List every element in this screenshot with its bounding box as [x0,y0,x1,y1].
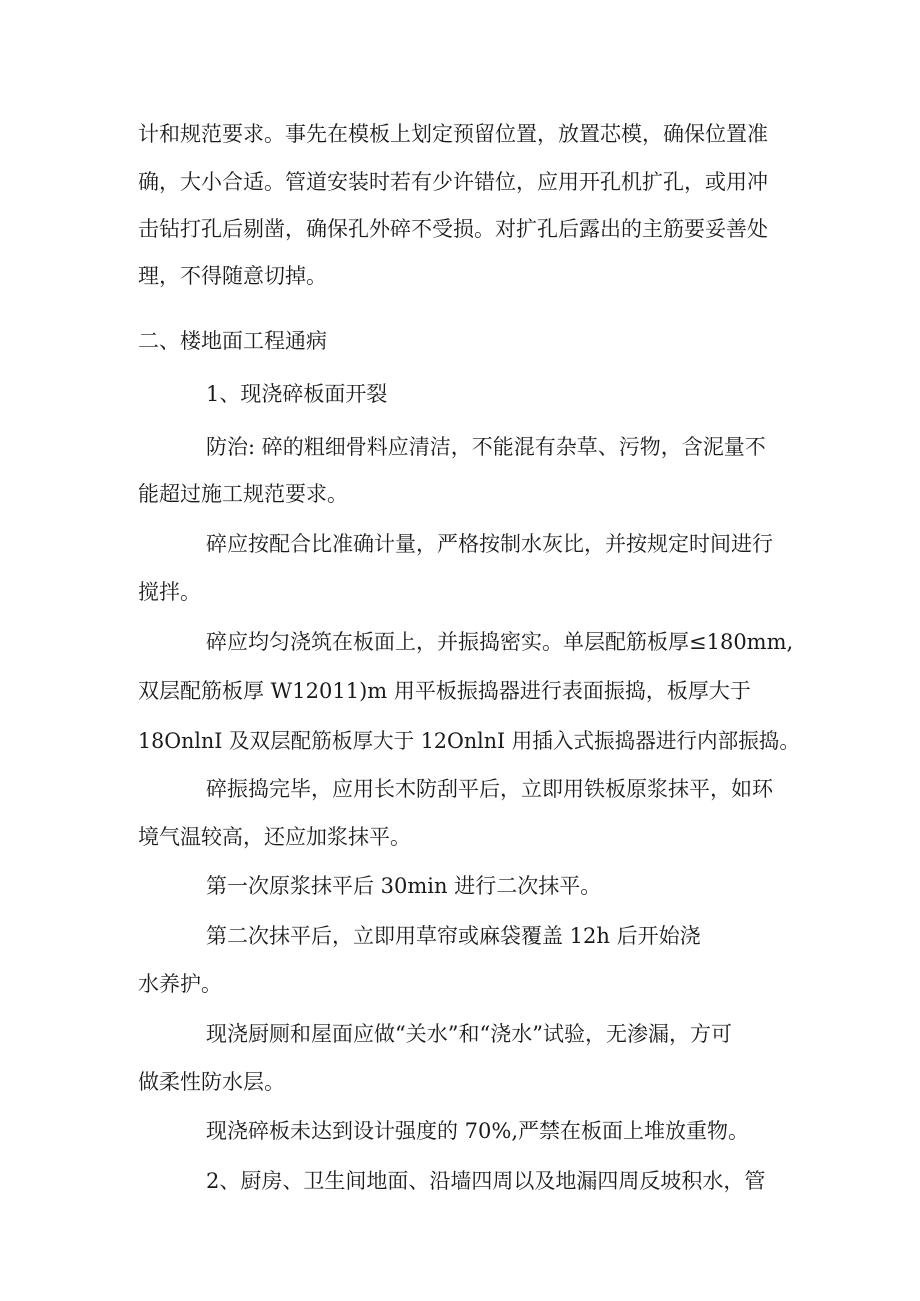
body-text-line: 现浇厨厕和屋面应做“关水”和“浇水”试验，无渗漏，方可 [206,1022,732,1046]
body-text-line: 碎应均匀浇筑在板面上，并振捣密实。单层配筋板厚≤180mm, [206,630,794,654]
body-text-line: 搅拌。 [138,580,201,604]
body-text-line: 双层配筋板厚 W12011)m 用平板振捣器进行表面振捣，板厚大于 [138,679,751,703]
body-text-line: 确，大小合适。管道安装时若有少许错位，应用开孔机扩孔，或用冲 [138,170,768,194]
body-text-line: 18OnlnI 及双层配筋板厚大于 12OnlnI 用插入式振捣器进行内部振捣。 [138,729,800,753]
body-text-line: 计和规范要求。事先在模板上划定预留位置，放置芯模，确保位置准 [138,122,768,146]
body-text-line: 碎振捣完毕，应用长木防刮平后，立即用铁板原浆抹平，如环 [206,777,773,801]
body-text-line: 防治: 碎的粗细骨料应清洁，不能混有杂草、污物，含泥量不 [206,435,766,459]
section-heading: 二、楼地面工程通病 [138,329,327,353]
body-text-line: 碎应按配合比准确计量，严格按制水灰比，并按规定时间进行 [206,532,773,556]
body-text-line: 第二次抹平后，立即用草帘或麻袋覆盖 12h 后开始浇 [206,924,701,948]
body-text-line: 现浇碎板未达到设计强度的 70%,严禁在板面上堆放重物。 [206,1119,750,1143]
subsection-heading: 2、厨房、卫生间地面、沿墙四周以及地漏四周反坡积水，管 [206,1169,766,1193]
body-text-line: 击钻打孔后剔凿，确保孔外碎不受损。对扩孔后露出的主筋要妥善处 [138,217,768,241]
body-text-line: 水养护。 [138,972,222,996]
subsection-heading: 1、现浇碎板面开裂 [206,382,388,406]
body-text-line: 境气温较高，还应加浆抹平。 [138,825,411,849]
body-text-line: 第一次原浆抹平后 30min 进行二次抹平。 [206,874,602,898]
body-text-line: 做柔性防水层。 [138,1070,285,1094]
body-text-line: 能超过施工规范要求。 [138,482,348,506]
body-text-line: 理，不得随意切掉。 [138,264,327,288]
